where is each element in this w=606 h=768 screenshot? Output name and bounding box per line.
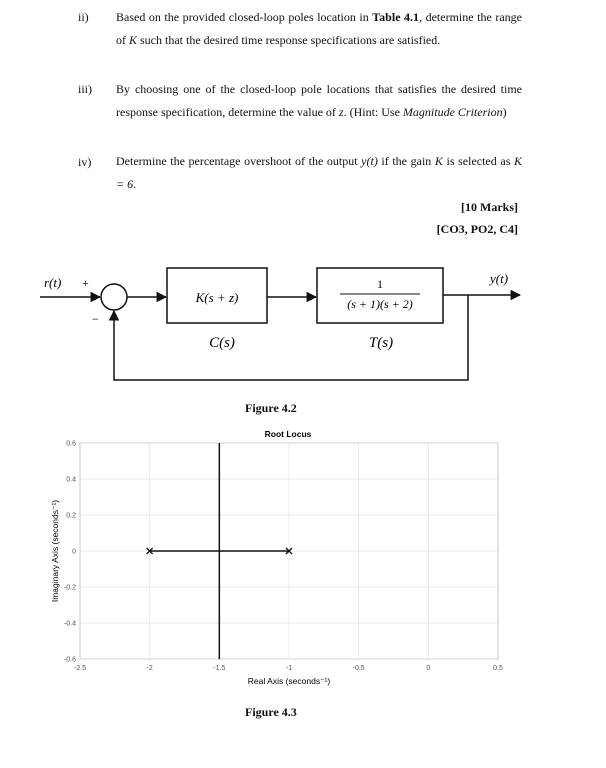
question-number: ii) xyxy=(78,10,89,24)
x-axis-label: Real Axis (seconds⁻¹) xyxy=(247,676,331,686)
gain-value: K = 6 xyxy=(116,154,522,191)
text-run: such that the desired time response specifications are satisfied. xyxy=(137,33,441,47)
plant-denominator: (s + 1)(s + 2) xyxy=(347,297,413,311)
text-run: . xyxy=(133,177,137,191)
symbol-k: K xyxy=(434,154,443,168)
table-ref: Table 4.1 xyxy=(372,10,420,24)
text-run: Determine the percentage overshoot of the output xyxy=(116,154,362,168)
plant-numerator: 1 xyxy=(377,277,383,291)
question-text xyxy=(116,6,522,52)
text-run: , determine the range of xyxy=(116,10,522,47)
y-tick-label: -0.2 xyxy=(63,584,76,592)
x-tick-label: -2.5 xyxy=(73,665,87,672)
x-tick-label: 0 xyxy=(426,665,431,672)
question-text xyxy=(116,150,522,196)
text-run: Based on the provided closed-loop poles location in xyxy=(116,10,373,24)
plus-sign: + xyxy=(82,276,89,290)
x-tick-label: 0.5 xyxy=(493,665,503,672)
text-run: is selected as xyxy=(442,154,514,168)
x-tick-label: -1.5 xyxy=(213,665,226,672)
y-axis-label: Imaginary Axis (seconds⁻¹) xyxy=(50,499,60,603)
text-run: . (Hint: Use xyxy=(343,105,403,119)
root-locus-chart xyxy=(0,420,606,700)
output-label: y(t) xyxy=(490,271,509,286)
question-text xyxy=(116,78,522,124)
controller-tf: K(s + z) xyxy=(195,290,239,305)
x-tick-label: -1 xyxy=(285,665,293,672)
x-tick-label: -2 xyxy=(146,665,153,672)
question-number: iv) xyxy=(78,155,92,169)
text-run: By choosing one of the closed-loop pole locations that satisfies the desired time response specification, determine the value of xyxy=(116,82,522,119)
hint-term: Magnitude Criterion xyxy=(402,105,503,119)
symbol-y: y(t) xyxy=(361,154,378,168)
symbol-k: K xyxy=(129,33,138,47)
figure-4-2-caption: Figure 4.2 xyxy=(245,401,297,415)
marks-label: [10 Marks] xyxy=(461,200,518,214)
input-label: r(t) xyxy=(44,275,62,290)
figure-4-3-caption: Figure 4.3 xyxy=(245,705,297,719)
y-tick-label: 0.6 xyxy=(66,440,76,448)
symbol-z: z xyxy=(338,105,344,119)
y-tick-label: 0 xyxy=(72,548,76,556)
y-tick-label: 0.4 xyxy=(66,476,76,484)
text-run: if the gain xyxy=(377,154,435,168)
chart-title: Root Locus xyxy=(264,429,312,439)
block-diagram xyxy=(0,250,606,390)
y-tick-label: 0.2 xyxy=(66,512,76,520)
y-tick-label: -0.4 xyxy=(63,620,76,628)
minus-sign: − xyxy=(92,312,99,326)
controller-label: C(s) xyxy=(209,335,235,351)
y-tick-label: -0.6 xyxy=(63,656,76,664)
outcome-codes: [CO3, PO2, C4] xyxy=(436,222,518,236)
plant-label: T(s) xyxy=(368,335,394,351)
x-tick-label: -0.5 xyxy=(352,665,365,672)
text-run: ) xyxy=(502,105,507,119)
question-number: iii) xyxy=(78,82,92,96)
summing-junction xyxy=(101,284,127,310)
